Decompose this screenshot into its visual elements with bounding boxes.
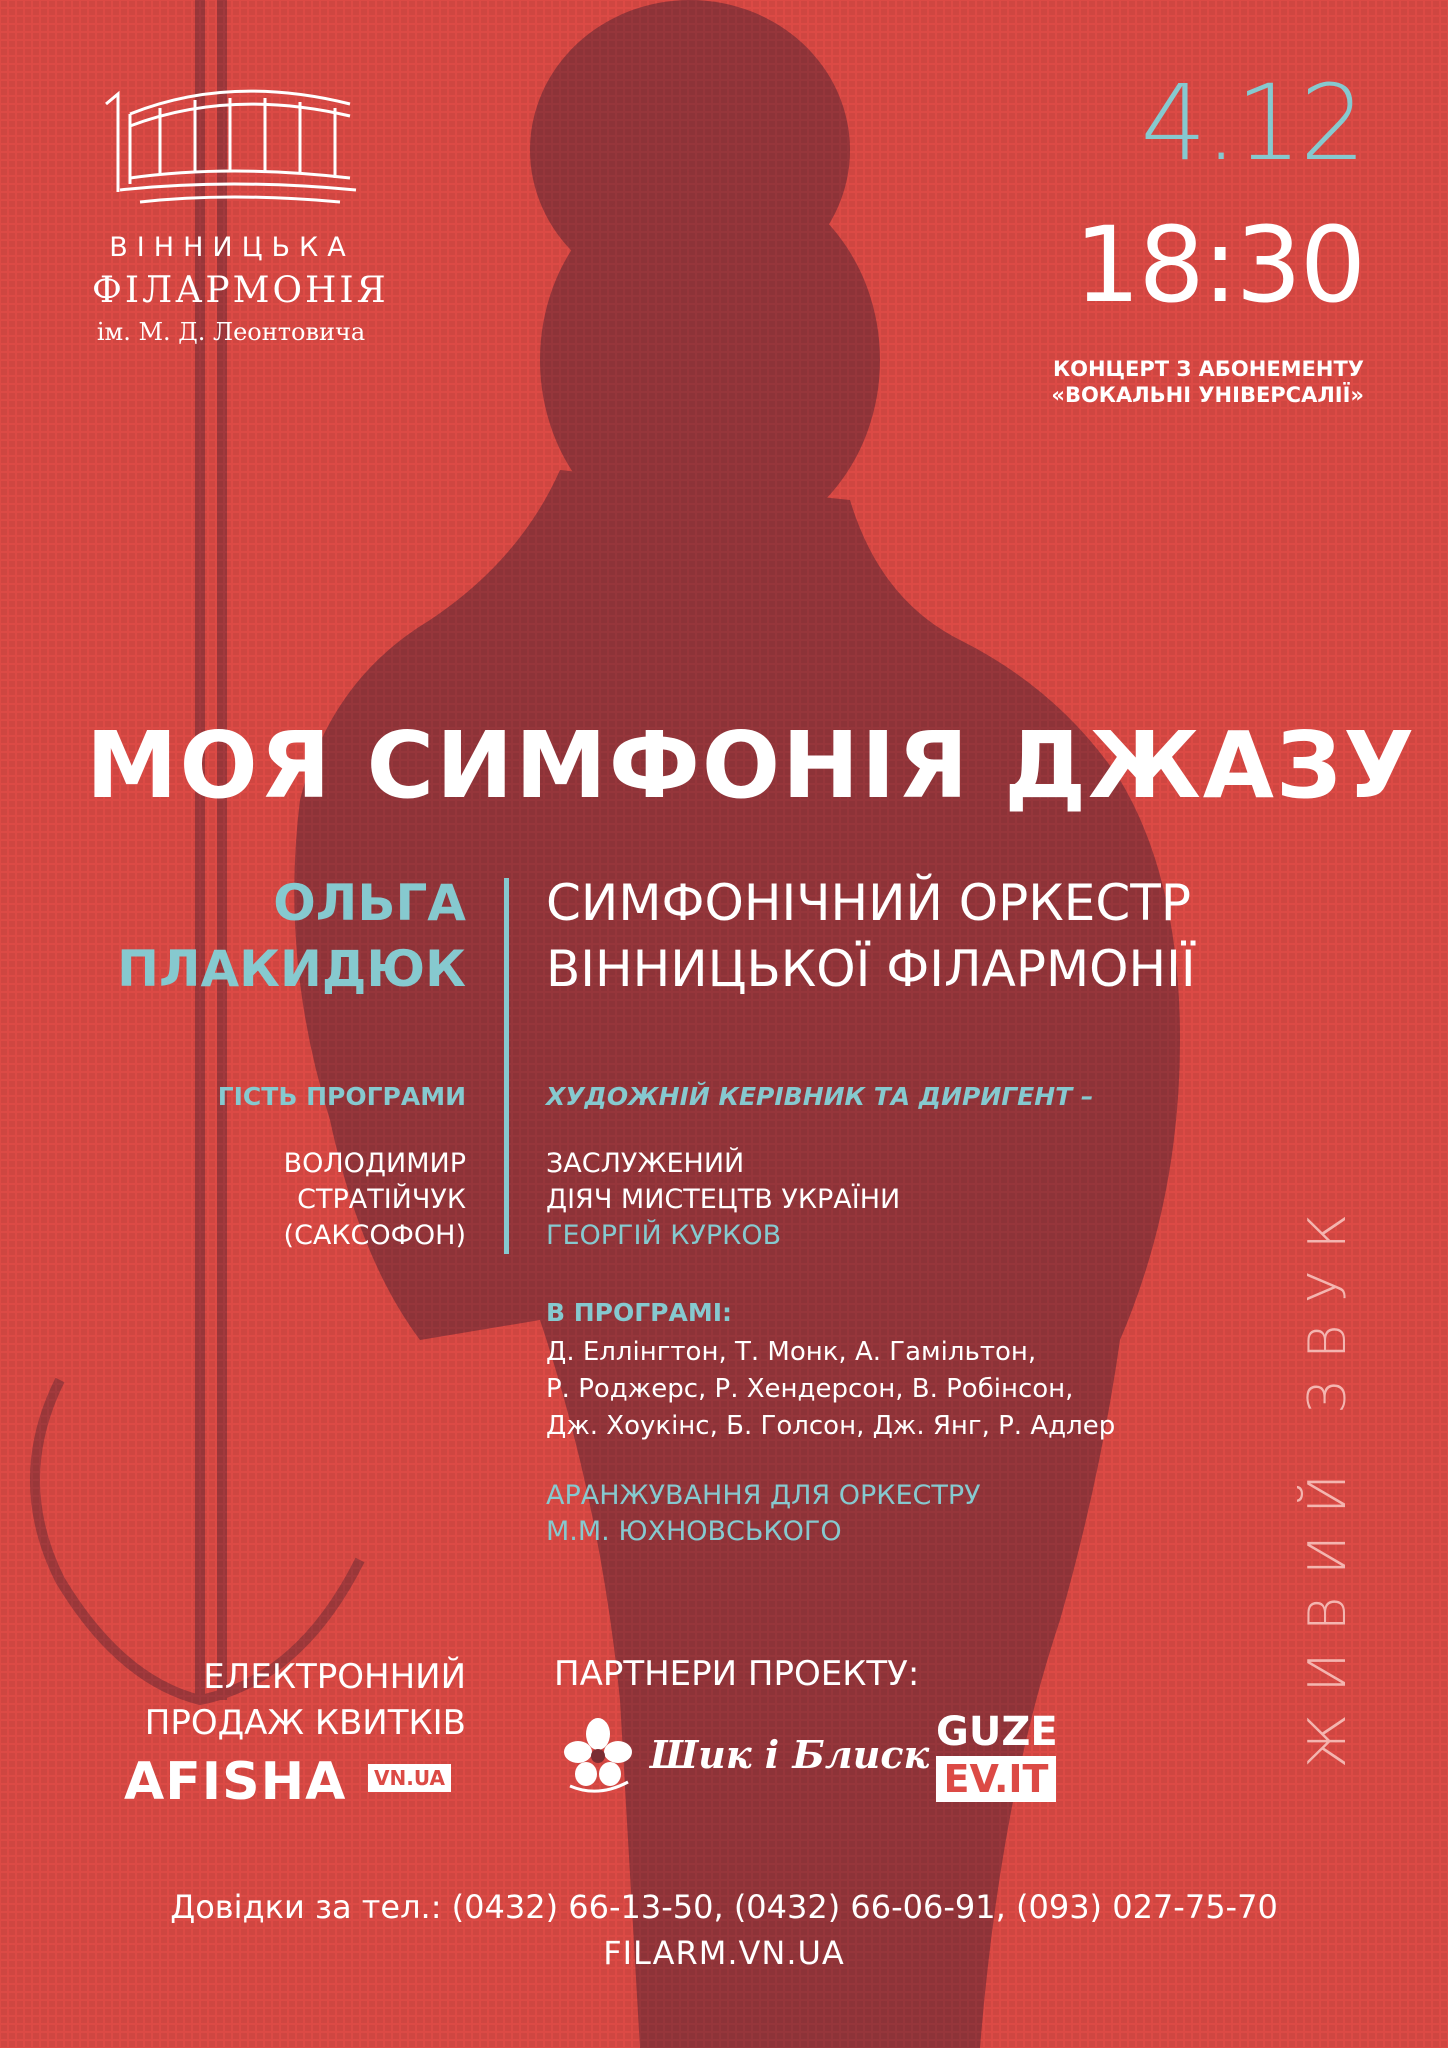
tickets-line-2: ПРОДАЖ КВИТКІВ (144, 1703, 466, 1743)
logo-line-2: ФІЛАРМОНІЯ (92, 270, 389, 311)
live-sound-label (1298, 1140, 1358, 1820)
guest-line-2: СТРАТІЙЧУК (297, 1184, 466, 1215)
program-composers (546, 1334, 1115, 1445)
partner-guzeev-bottom[interactable]: EV.IT (936, 1756, 1056, 1802)
event-time: 18:30 (1074, 204, 1364, 326)
event-date: 4.12 (1140, 62, 1364, 184)
philharmonic-building-icon (100, 74, 360, 208)
soloist-name (117, 870, 466, 1002)
vertical-divider (504, 878, 509, 1254)
concert-title: МОЯ СИМФОНІЯ ДЖАЗУ (86, 712, 1417, 819)
tickets-info (145, 1654, 466, 1746)
soloist-last-name: ПЛАКИДЮК (117, 940, 466, 998)
subscription-info (1051, 356, 1364, 408)
conductor-line-2: ДІЯЧ МИСТЕЦТВ УКРАЇНИ (546, 1184, 901, 1215)
logo-line-3: ім. М. Д. Леонтовича (96, 318, 366, 346)
partner-guzeev-top[interactable]: GUZE (936, 1709, 1058, 1755)
subscription-line-2: «ВОКАЛЬНІ УНІВЕРСАЛІЇ» (1051, 383, 1364, 407)
conductor-label: ХУДОЖНІЙ КЕРІВНИК ТА ДИРИГЕНТ – (546, 1082, 1094, 1111)
tickets-line-1: ЕЛЕКТРОННИЙ (203, 1657, 466, 1697)
arrangement-line-1: АРАНЖУВАННЯ ДЛЯ ОРКЕСТРУ (546, 1480, 981, 1511)
flower-logo-icon (558, 1716, 638, 1796)
orchestra-line-1: СИМФОНІЧНИЙ ОРКЕСТР (546, 874, 1191, 932)
soloist-first-name: ОЛЬГА (273, 874, 466, 932)
partners-label: ПАРТНЕРИ ПРОЕКТУ: (554, 1654, 920, 1694)
arrangement-info (546, 1478, 981, 1550)
orchestra-name (546, 870, 1196, 1002)
arrangement-line-2: М.М. ЮХНОВСЬКОГО (546, 1516, 842, 1547)
website-link[interactable]: FILARM.VN.UA (603, 1934, 845, 1972)
guest-line-1: ВОЛОДИМИР (283, 1148, 466, 1179)
conductor-name: ГЕОРГІЙ КУРКОВ (546, 1220, 782, 1251)
afisha-domain-tag: VN.UA (368, 1764, 451, 1792)
program-line: Д. Еллінгтон, Т. Монк, А. Гамільтон, (546, 1337, 1037, 1367)
afisha-logo[interactable]: AFISHA (124, 1752, 347, 1812)
orchestra-line-2: ВІННИЦЬКОЇ ФІЛАРМОНІЇ (546, 940, 1196, 998)
partner-shik-i-blysk[interactable]: Шик і Блиск (650, 1732, 930, 1777)
guest-name (284, 1146, 466, 1254)
conductor-line-1: ЗАСЛУЖЕНИЙ (546, 1148, 745, 1179)
guest-line-3: (САКСОФОН) (283, 1220, 466, 1251)
program-label: В ПРОГРАМІ: (546, 1298, 733, 1327)
live-sound-text: ЖИВИЙ ЗВУК (1298, 1191, 1358, 1769)
program-line: Р. Роджерс, Р. Хендерсон, В. Робінсон, (546, 1374, 1074, 1404)
program-line: Дж. Хоукінс, Б. Голсон, Дж. Янг, Р. Адлер (546, 1411, 1116, 1441)
guest-label: ГІСТЬ ПРОГРАМИ (217, 1082, 466, 1111)
logo-line-1: ВІННИЦЬКА (109, 232, 355, 263)
contact-phones: Довідки за тел.: (0432) 66-13-50, (0432) 66-06-91, (093) 027-75-70 (170, 1888, 1278, 1926)
subscription-line-1: КОНЦЕРТ З АБОНЕМЕНТУ (1052, 357, 1364, 381)
conductor-info (546, 1146, 900, 1254)
